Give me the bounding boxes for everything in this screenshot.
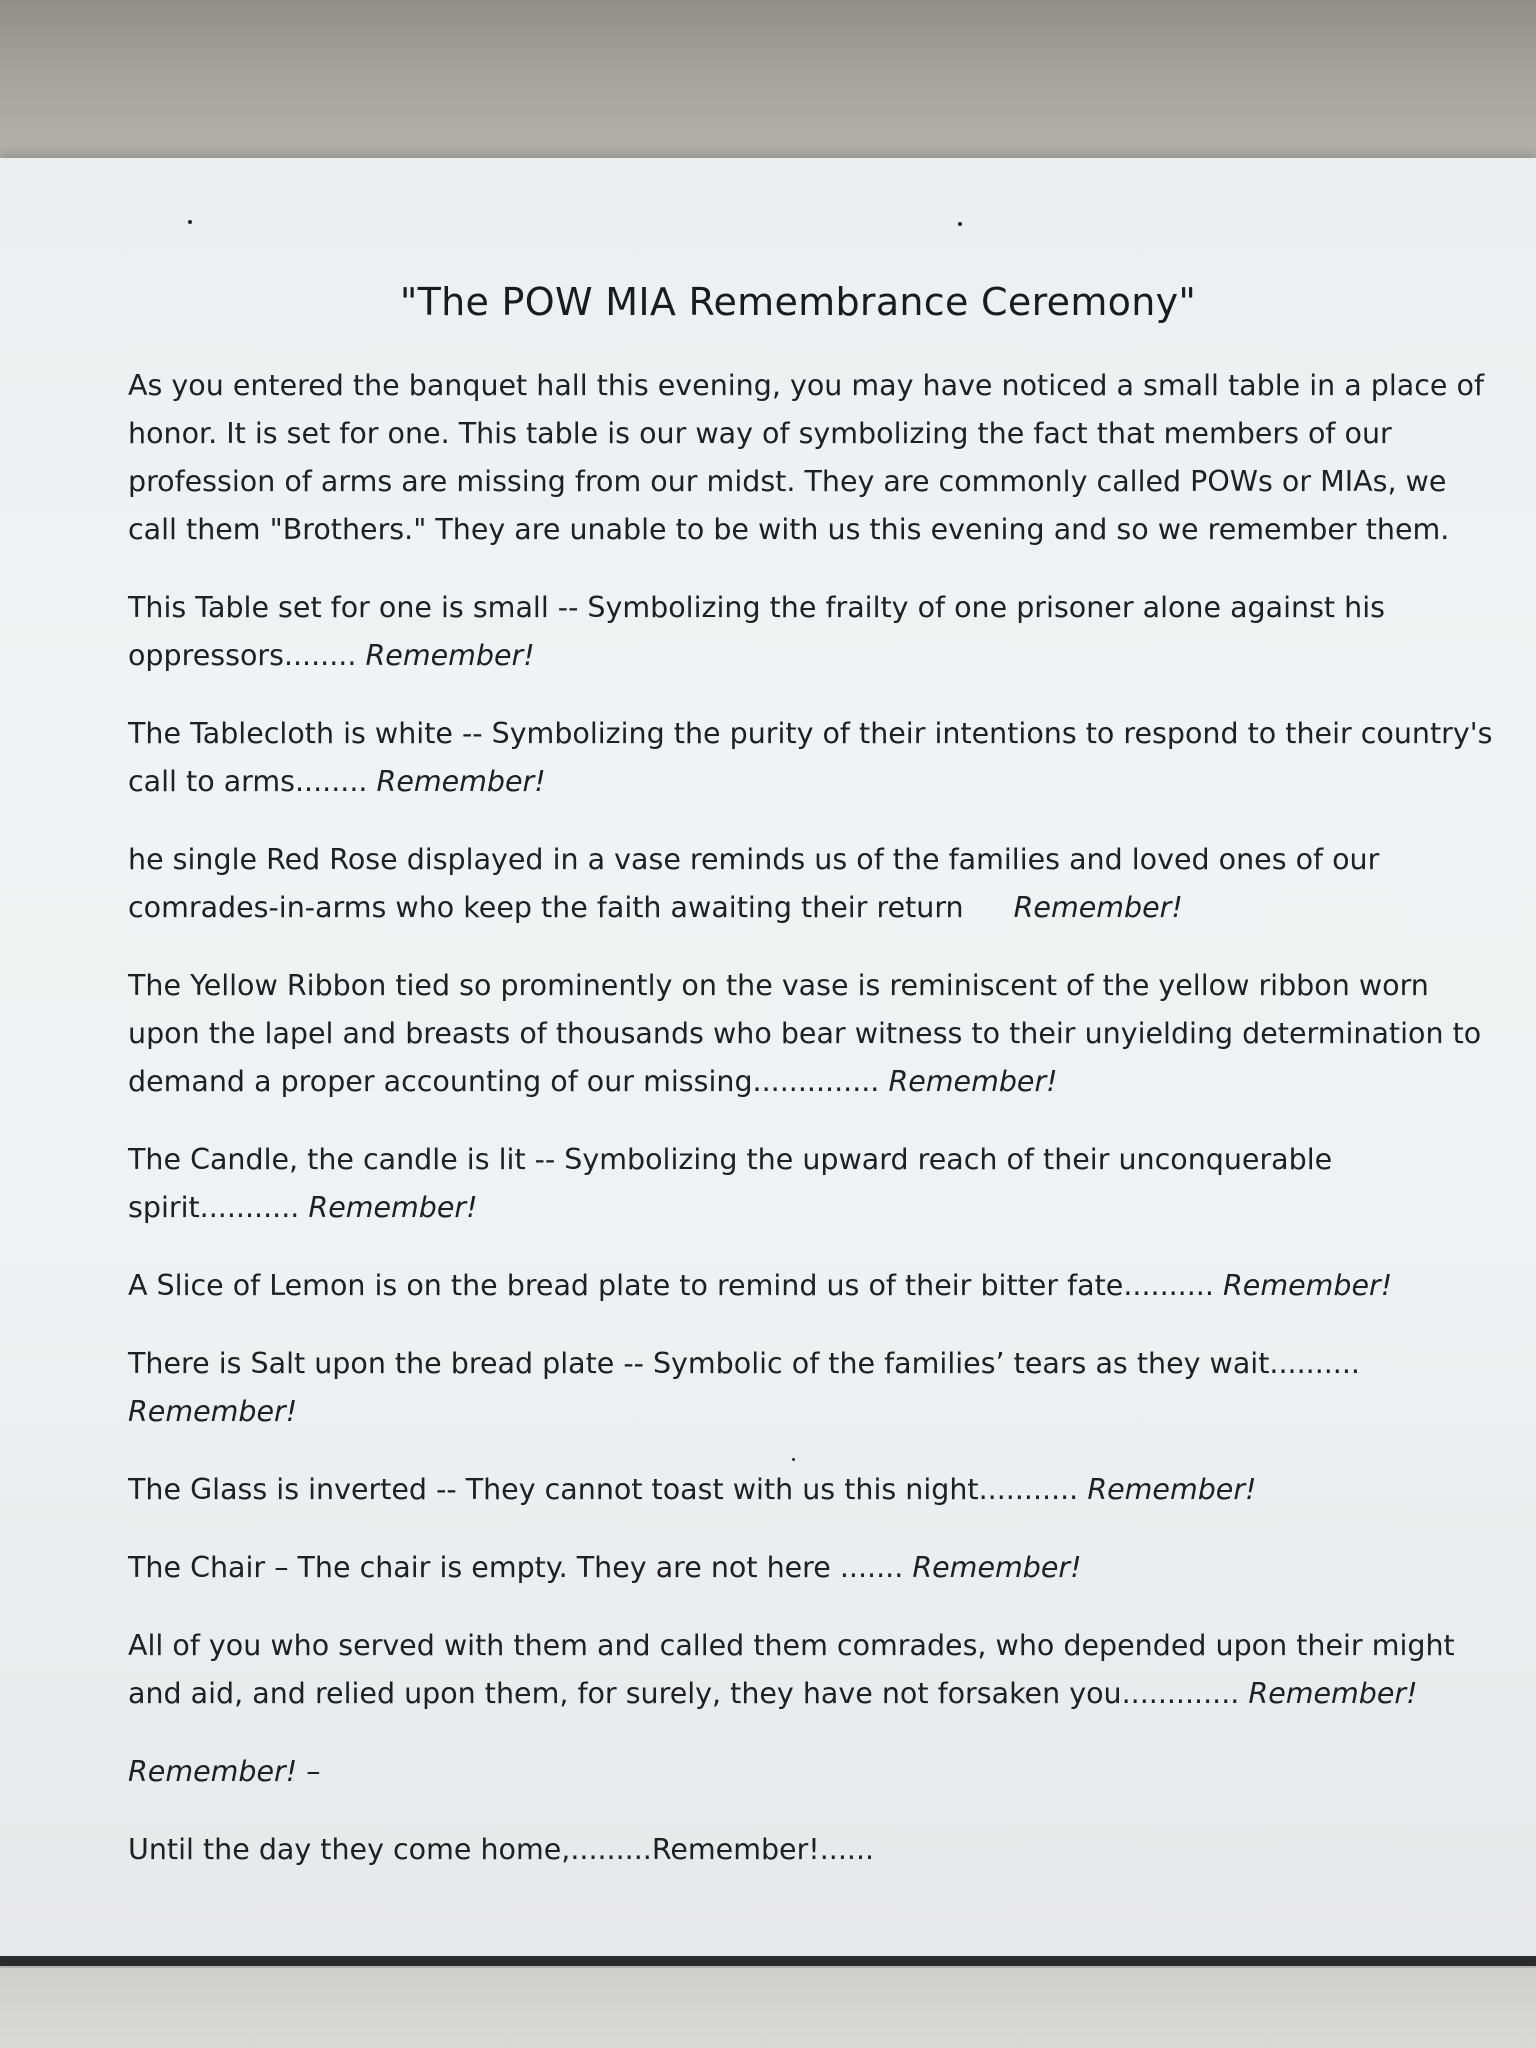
item-text: There is Salt upon the bread plate -- Symbolic of the families’ tears as they wait.......... (128, 1347, 1360, 1380)
item-text: All of you who served with them and called them comrades, who depended upon their might and aid, and relied upon them, for surely, they have not forsaken you............. (128, 1629, 1455, 1710)
document-body (128, 280, 1498, 1904)
document-title: "The POW MIA Remembrance Ceremony" (399, 280, 1197, 324)
item-candle (128, 1136, 1498, 1232)
item-text: The Yellow Ribbon tied so prominently on the vase is reminiscent of the yellow ribbon worn upon the lapel and breasts of thousands who bear witness to their unyielding determination to demand a proper accounting of our missing.............. (128, 969, 1482, 1098)
item-text: The Chair – The chair is empty. They are not here ....... (128, 1551, 913, 1584)
remember-text: Remember! (376, 765, 546, 798)
remember-text: Remember! (128, 1395, 298, 1428)
item-text: A Slice of Lemon is on the bread plate to remind us of their bitter fate.......... (128, 1269, 1223, 1302)
item-salt (128, 1340, 1498, 1436)
intro-paragraph: As you entered the banquet hall this evening, you may have noticed a small table in a place of honor. It is set for one. This table is our way of symbolizing the fact that members of our profession of arms are missing from our midst. They are commonly called POWs or MIAs, we call them "Brothers." They are unable to be with us this evening and so we remember them. (128, 369, 1484, 546)
closing-remember: Remember! – (128, 1755, 321, 1788)
paper-sheet (0, 158, 1536, 1966)
item-tablecloth (128, 710, 1498, 806)
remember-text: Remember! (888, 1065, 1058, 1098)
item-glass (128, 1466, 1498, 1514)
background-fabric (0, 1968, 1536, 2048)
remember-text: Remember! (365, 639, 535, 672)
item-red-rose (128, 836, 1498, 932)
item-yellow-ribbon (128, 962, 1498, 1106)
item-text: he single Red Rose displayed in a vase reminds us of the families and loved ones of our comrades-in-arms who keep the faith awaiting their return (128, 843, 1380, 924)
remember-text: Remember! (912, 1551, 1082, 1584)
item-comrades (128, 1622, 1498, 1718)
item-lemon (128, 1262, 1498, 1310)
item-text: This Table set for one is small -- Symbolizing the frailty of one prisoner alone against his oppressors........ (128, 591, 1385, 672)
final-line: Until the day they come home,.........Remember!...... (128, 1833, 875, 1866)
remember-text: Remember! (308, 1191, 478, 1224)
item-text: The Tablecloth is white -- Symbolizing the purity of their intentions to respond to their country's call to arms........ (128, 717, 1493, 798)
remember-text: Remember! (1013, 891, 1183, 924)
remember-text: Remember! (1087, 1473, 1257, 1506)
item-chair (128, 1544, 1498, 1592)
item-table (128, 584, 1498, 680)
paper-speck (188, 220, 192, 224)
item-text: The Glass is inverted -- They cannot toast with us this night........... (128, 1473, 1088, 1506)
remember-text: Remember! (1248, 1677, 1418, 1710)
item-text: The Candle, the candle is lit -- Symbolizing the upward reach of their unconquerable spirit........... (128, 1143, 1333, 1224)
remember-text: Remember! (1222, 1269, 1393, 1302)
paper-speck (958, 222, 962, 226)
